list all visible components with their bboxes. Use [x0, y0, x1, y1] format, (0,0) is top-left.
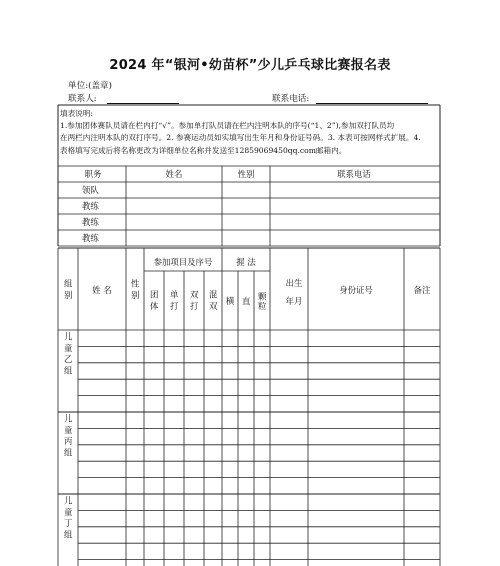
notes-line-3: 表格填写完成后将名称更改为详细单位名称并发送至12859069450qq.com邮箱内。	[60, 145, 347, 155]
staff-header-name: 姓名	[165, 168, 183, 179]
staff-row-coach-3: 教练	[82, 232, 99, 243]
staff-row-leader: 领队	[82, 184, 99, 195]
group-label-bing: 儿童丙组	[63, 414, 74, 460]
fill-notes	[60, 108, 442, 157]
staff-header-gender: 性别	[237, 168, 255, 179]
header-id: 身份证号	[339, 284, 373, 295]
group-label-ding: 儿童丁组	[63, 496, 74, 542]
staff-row-coach-1: 教练	[82, 200, 99, 211]
header-event-singles: 单打	[169, 289, 180, 313]
header-grip-vertical: 直	[241, 295, 251, 306]
group-label-yi: 儿童乙组	[63, 332, 74, 378]
header-grip-horizontal: 横	[225, 295, 235, 306]
staff-header-phone: 联系电话	[337, 168, 371, 179]
header-event-team: 团体	[149, 289, 160, 313]
phone-label: 联系电话:	[272, 94, 310, 104]
unit-label: 单位:(盖章)	[68, 81, 112, 91]
notes-line-2: 在两栏内注明本队的双打序号。2. 参赛运动员如实填写出生年月和身份证号码。3. 本表可按网样式扩展。4.	[60, 133, 421, 143]
page-title: 2024 年“银河•幼苗杯”少儿乒乓球比赛报名表	[109, 58, 391, 73]
contact-field[interactable]	[107, 94, 179, 104]
staff-header-role: 职务	[84, 168, 102, 179]
header-events: 参加项目及序号	[153, 256, 213, 267]
notes-heading: 填表说明:	[60, 109, 93, 118]
header-event-mixed: 混双	[208, 289, 219, 313]
phone-field[interactable]	[316, 94, 428, 104]
header-gender: 性别	[130, 278, 141, 302]
header-birth: 出生年月	[285, 278, 303, 306]
notes-line-1: 1.参加团体赛队员请在栏内打“√”。参加单打队员请在栏内注明本队的序号(“1、2”),参加双打队员均	[60, 121, 395, 131]
header-grip-pimple: 颗粒	[257, 291, 268, 311]
header-name: 姓 名	[92, 284, 112, 295]
contact-label: 联系人:	[68, 94, 97, 104]
header-grip: 握 法	[236, 256, 256, 267]
header-remark: 备注	[413, 284, 431, 295]
header-group: 组别	[63, 278, 74, 302]
header-event-doubles: 双打	[189, 289, 200, 313]
staff-row-coach-2: 教练	[82, 216, 99, 227]
